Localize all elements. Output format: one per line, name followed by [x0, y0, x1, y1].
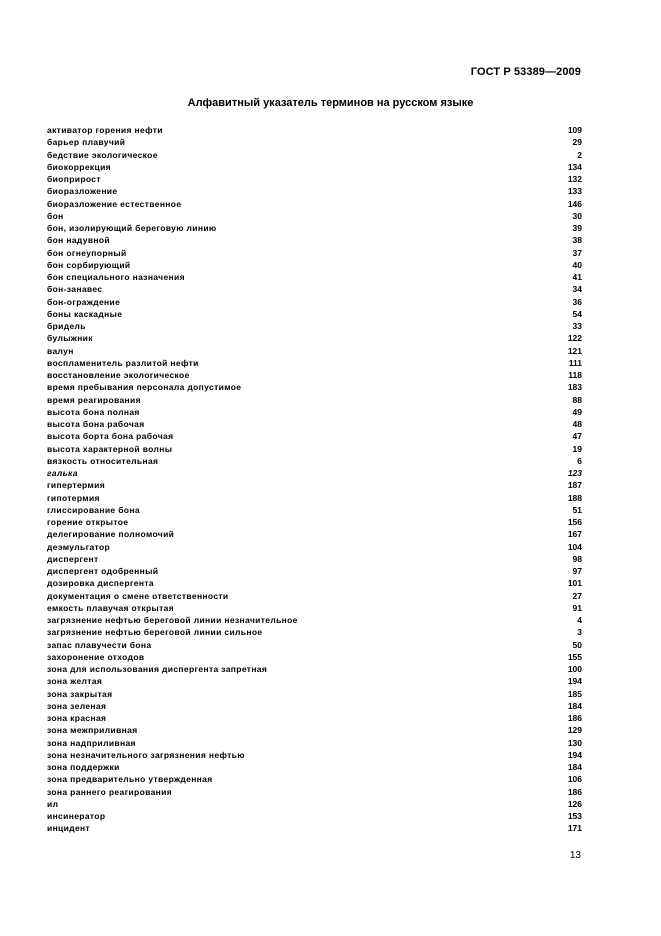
index-term-number: 30	[572, 210, 582, 221]
index-entry	[47, 528, 582, 540]
index-entry	[47, 822, 582, 834]
index-entry	[47, 639, 582, 651]
index-term-number: 38	[572, 235, 582, 246]
index-entry	[47, 259, 582, 271]
index-term-number: 134	[567, 161, 582, 172]
index-term: запас плавучести бона	[47, 639, 152, 650]
index-entry	[47, 786, 582, 798]
index-term-number: 100	[567, 664, 582, 674]
index-entry	[47, 443, 582, 455]
index-entry	[47, 565, 582, 577]
index-term: бон, изолирующий береговую линию	[47, 223, 217, 233]
index-term-number: 129	[567, 725, 582, 736]
index-term-number: 3	[577, 627, 582, 638]
index-term: зона поддержки	[47, 762, 120, 772]
index-term-number: 39	[572, 223, 582, 233]
index-term-number: 29	[572, 137, 582, 148]
index-term-number: 37	[572, 247, 582, 258]
index-term: бон	[47, 210, 64, 221]
index-term: глиссирование бона	[47, 504, 140, 515]
index-term-number: 126	[567, 798, 582, 809]
index-term-number: 4	[577, 615, 582, 625]
index-term-number: 27	[572, 590, 582, 601]
index-entry	[47, 406, 582, 418]
index-entry	[47, 173, 582, 185]
index-entry	[47, 345, 582, 357]
index-entry	[47, 504, 582, 516]
index-term-number: 185	[567, 688, 582, 699]
index-entry	[47, 222, 582, 234]
index-term-number: 194	[567, 749, 582, 760]
index-term: восстановление экологическое	[47, 370, 190, 380]
index-entry	[47, 320, 582, 332]
index-entry	[47, 541, 582, 553]
index-entry	[47, 553, 582, 565]
index-term: биоприрост	[47, 174, 101, 184]
index-term: биокоррекция	[47, 161, 111, 172]
index-entry	[47, 761, 582, 773]
index-entry	[47, 185, 582, 197]
index-entry	[47, 308, 582, 320]
index-term: горение открытое	[47, 517, 129, 527]
index-entry	[47, 455, 582, 467]
index-term-number: 146	[567, 198, 582, 209]
index-term: высота борта бона рабочая	[47, 431, 174, 442]
index-entry	[47, 737, 582, 749]
index-term-number: 2	[577, 149, 582, 160]
index-term: диспергент	[47, 553, 99, 564]
index-term-number: 186	[567, 713, 582, 723]
index-term-number: 122	[567, 333, 582, 344]
index-entry	[47, 614, 582, 626]
index-term: инсинератор	[47, 811, 106, 821]
index-entry	[47, 271, 582, 283]
index-term: зона межприливная	[47, 725, 138, 736]
index-term: бон надувной	[47, 235, 111, 246]
index-term: зона красная	[47, 713, 107, 723]
index-entry	[47, 234, 582, 246]
index-term-number: 194	[567, 676, 582, 687]
index-term-number: 50	[572, 639, 582, 650]
index-title: Алфавитный указатель терминов на русском языке	[187, 97, 474, 109]
index-entry	[47, 296, 582, 308]
index-term: зона желтая	[47, 676, 103, 687]
index-term-number: 34	[572, 284, 582, 295]
index-term: делегирование полномочий	[47, 529, 175, 540]
index-term: документация о смене ответственности	[47, 590, 229, 601]
index-term-number: 40	[572, 259, 582, 270]
index-term: инцидент	[47, 823, 91, 834]
index-entry	[47, 149, 582, 161]
index-entry	[47, 700, 582, 712]
index-term-number: 101	[567, 578, 582, 589]
index-entry	[47, 798, 582, 810]
index-entry	[47, 332, 582, 344]
index-entry	[47, 124, 582, 136]
index-term: бридель	[47, 321, 86, 331]
index-entry	[47, 663, 582, 675]
index-term-number: 153	[567, 811, 582, 821]
index-entry	[47, 369, 582, 381]
index-term-number: 97	[572, 566, 582, 576]
index-term: захоронение отходов	[47, 651, 145, 662]
index-entry	[47, 712, 582, 724]
index-term-number: 88	[572, 394, 582, 405]
index-term-number: 41	[572, 272, 582, 282]
index-entry	[47, 602, 582, 614]
index-term: активатор горения нефти	[47, 125, 163, 135]
index-term-number: 98	[572, 553, 582, 564]
index-entry	[47, 357, 582, 369]
index-term: диспергент одобренный	[47, 566, 159, 576]
index-term: валун	[47, 345, 74, 356]
index-term: вязкость относительная	[47, 455, 159, 466]
index-term: барьер плавучий	[47, 137, 126, 148]
index-term-number: 19	[572, 443, 582, 454]
index-entry	[47, 749, 582, 761]
index-term: ил	[47, 798, 59, 809]
index-term: бон сорбирующий	[47, 259, 131, 270]
index-term-number: 183	[567, 382, 582, 393]
index-term: булыжник	[47, 333, 93, 344]
index-term: время реагирования	[47, 394, 141, 405]
index-entry	[47, 210, 582, 222]
index-entry	[47, 651, 582, 663]
index-term-number: 36	[572, 296, 582, 307]
index-term: зона для использования диспергента запретная	[47, 664, 268, 674]
index-entry	[47, 773, 582, 785]
index-entry	[47, 381, 582, 393]
index-term-number: 33	[572, 321, 582, 331]
index-entry	[47, 418, 582, 430]
index-term-number: 48	[572, 419, 582, 429]
page-number: 13	[569, 850, 581, 861]
index-term-number: 49	[572, 406, 582, 417]
index-entry	[47, 467, 582, 479]
index-term: дозировка диспергента	[47, 578, 154, 589]
index-entry	[47, 810, 582, 822]
index-term: бон-ограждение	[47, 296, 121, 307]
index-term-number: 187	[567, 480, 582, 491]
index-term: зона надприливная	[47, 737, 136, 748]
index-term-number: 47	[572, 431, 582, 442]
index-term: зона предварительно утвержденная	[47, 774, 213, 785]
index-term: гипертермия	[47, 480, 106, 491]
index-term-number: 156	[567, 517, 582, 527]
index-term: высота характерной волны	[47, 443, 173, 454]
index-term-number: 130	[567, 737, 582, 748]
index-term: зона закрытая	[47, 688, 113, 699]
index-term: зона раннего реагирования	[47, 786, 173, 797]
index-term-number: 132	[567, 174, 582, 184]
index-term-number: 109	[567, 125, 582, 135]
index-term-number: 106	[567, 774, 582, 785]
index-term-number: 91	[572, 602, 582, 613]
index-term: зона зеленая	[47, 700, 107, 711]
index-term: зона незначительного загрязнения нефтью	[47, 749, 245, 760]
index-term: галька	[47, 468, 78, 478]
index-term-number: 6	[577, 455, 582, 466]
index-entry	[47, 247, 582, 259]
index-entry	[47, 724, 582, 736]
index-term: биоразложение естественное	[47, 198, 182, 209]
index-term-number: 104	[567, 541, 582, 552]
index-term-number: 171	[567, 823, 582, 834]
index-term: боны каскадные	[47, 308, 123, 319]
index-term-number: 54	[572, 308, 582, 319]
index-entry	[47, 136, 582, 148]
index-entry	[47, 626, 582, 638]
index-term: бон-занавес	[47, 284, 103, 295]
index-entry	[47, 577, 582, 589]
index-entry	[47, 283, 582, 295]
index-term: время пребывания персонала допустимое	[47, 382, 242, 393]
index-term: загрязнение нефтью береговой линии сильное	[47, 627, 263, 638]
index-term: бон специального назначения	[47, 272, 185, 282]
index-entry	[47, 479, 582, 491]
index-entry	[47, 675, 582, 687]
index-term-number: 133	[567, 186, 582, 197]
index-term-number: 121	[567, 345, 582, 356]
index-entry	[47, 161, 582, 173]
index-term-number: 188	[567, 492, 582, 503]
term-index-list	[47, 124, 582, 835]
index-term-number: 111	[568, 357, 582, 368]
index-term: высота бона рабочая	[47, 419, 145, 429]
index-entry	[47, 688, 582, 700]
index-term: деэмульгатор	[47, 541, 111, 552]
index-entry	[47, 492, 582, 504]
index-entry	[47, 430, 582, 442]
index-term: бон огнеупорный	[47, 247, 127, 258]
index-term: гипотермия	[47, 492, 100, 503]
index-term-number: 118	[568, 370, 582, 380]
index-term: воспламенитель разлитой нефти	[47, 357, 199, 368]
index-entry	[47, 516, 582, 528]
index-term-number: 155	[567, 651, 582, 662]
index-entry	[47, 394, 582, 406]
index-term: загрязнение нефтью береговой линии незначительное	[47, 615, 298, 625]
index-term-number: 184	[567, 700, 582, 711]
index-term-number: 51	[572, 504, 582, 515]
index-entry	[47, 590, 582, 602]
index-term: высота бона полная	[47, 406, 140, 417]
index-term-number: 184	[567, 762, 582, 772]
index-term: биоразложение	[47, 186, 118, 197]
index-term: бедствие экологическое	[47, 149, 158, 160]
index-term-number: 123	[567, 468, 582, 478]
index-entry	[47, 198, 582, 210]
document-code: ГОСТ Р 53389—2009	[470, 66, 581, 78]
index-term: емкость плавучая открытая	[47, 602, 175, 613]
index-term-number: 167	[567, 529, 582, 540]
index-term-number: 186	[567, 786, 582, 797]
